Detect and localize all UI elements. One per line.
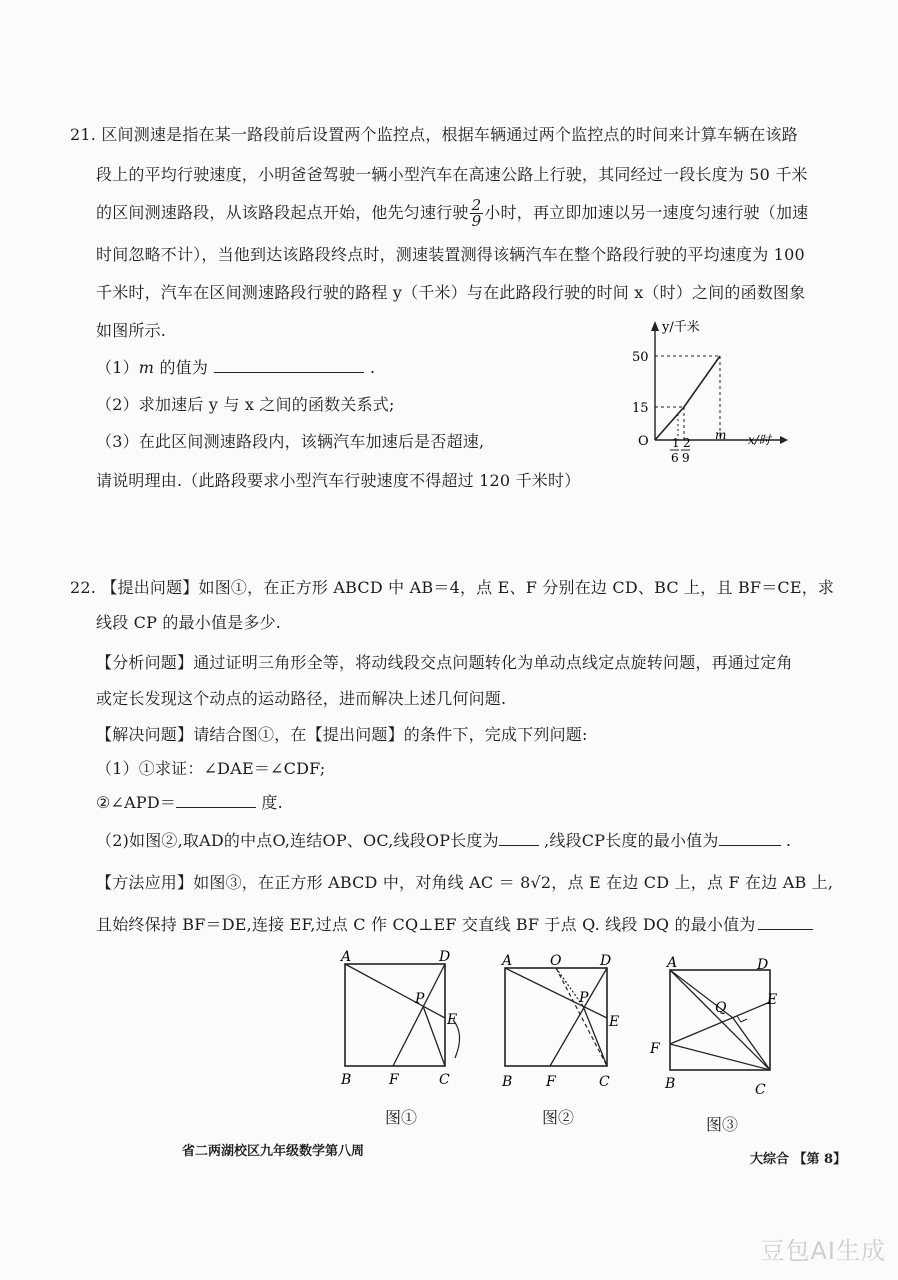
label-c: C [755, 1082, 766, 1098]
q21-line-1: 21. 区间测速是指在某一路段前后设置两个监控点，根据车辆通过两个监控点的时间来计算车辆在该路 [70, 125, 798, 144]
right-angle-mark [737, 1016, 747, 1022]
segment-df [550, 968, 607, 1066]
label-e: E [609, 1014, 620, 1030]
q22-method-2 [96, 912, 813, 935]
answer-blank-m[interactable] [214, 358, 364, 373]
q21-part-3: （3）在此区间测速路段内，该辆汽车加速后是否超速, [96, 432, 485, 451]
label-a: A [502, 953, 513, 969]
label-a: A [341, 949, 352, 965]
x-axis-label: x/时 [748, 433, 771, 447]
answer-blank-op[interactable] [499, 831, 539, 846]
q21-line-5: 千米时，汽车在区间测速路段行驶的路程 y（千米）与在此路段行驶的时间 x（时）之间的函数图象 [96, 283, 806, 302]
q22-analysis-1: 【分析问题】通过证明三角形全等，将动线段交点问题转化为单动点线定点旋转问题，再通过定角 [96, 653, 793, 672]
q22-part-1-1: （1）①求证：∠DAE＝∠CDF; [96, 759, 326, 778]
q22-part-1-2-unit: 度. [256, 793, 283, 812]
dashed-oc [556, 968, 607, 1066]
label-e: E [447, 1012, 458, 1028]
q21-line-3-text-b: 小时，再立即加速以另一速度匀速行驶（加速 [484, 203, 809, 222]
footer-right: 大综合 【第 8】 [750, 1152, 847, 1167]
q22-method-1: 【方法应用】如图③，在正方形 ABCD 中，对角线 AC ＝ 8√2，点 E 在边 CD 上，点 F 在边 AB 上, [96, 873, 834, 892]
q21-line-3-text: 的区间测速路段，从该路段起点开始，他先匀速行驶 [96, 203, 469, 222]
label-b: B [341, 1072, 352, 1088]
segment-ae [505, 968, 607, 1018]
q22-part-2 [96, 828, 791, 851]
q21-line-3 [96, 198, 808, 229]
label-d: D [600, 953, 612, 969]
label-p: P [415, 991, 425, 1007]
q22-method-2-text: 且始终保持 BF＝DE,连接 EF,过点 C 作 CQ⊥EF 交直线 BF 于点 Q. 线段 DQ 的最小值为 [96, 915, 756, 934]
segment-df [393, 964, 445, 1066]
variable-m: m [138, 358, 155, 377]
figure-2-caption: 图② [542, 1108, 575, 1127]
label-p: P [579, 990, 589, 1006]
q22-solve-heading: 【解决问题】请结合图①，在【提出问题】的条件下，完成下列问题: [96, 725, 588, 744]
q21-line-4: 时间忽略不计），当他到达该路段终点时，测速装置测得该辆汽车在整个路段行驶的平均速度为 100 [96, 245, 805, 264]
answer-blank-cp[interactable] [719, 831, 781, 846]
function-graph [620, 315, 800, 475]
label-o: O [550, 953, 562, 969]
fraction-denominator: 9 [471, 212, 482, 230]
figure-3 [645, 948, 795, 1098]
figure-3-caption: 图③ [706, 1115, 739, 1134]
x-tick-2-9-num: 2 [683, 436, 691, 450]
q22-line-1: 22. 【提出问题】如图①，在正方形 ABCD 中 AB＝4，点 E、F 分别在边 CD、BC 上，且 BF＝CE，求 [70, 578, 835, 597]
label-f: F [389, 1072, 399, 1088]
label-b: B [502, 1074, 513, 1090]
diagonal-ac [670, 970, 770, 1070]
label-d: D [757, 957, 769, 973]
x-tick-2-9-den: 9 [682, 451, 690, 465]
segment-ae [345, 964, 445, 1018]
answer-blank-dq[interactable] [758, 915, 813, 930]
x-tick-m: m [715, 428, 727, 442]
function-line [655, 356, 720, 440]
x-tick-1-6-den: 6 [671, 451, 679, 465]
figure-2 [495, 948, 630, 1093]
q21-line-6: 如图所示. [96, 321, 167, 340]
origin-label: O [638, 434, 649, 449]
label-c: C [439, 1072, 450, 1088]
figure-1 [335, 948, 485, 1093]
q21-part-1 [96, 355, 375, 378]
label-a: A [667, 955, 678, 971]
fraction-numerator: 2 [471, 196, 482, 214]
q22-part-2-end: . [780, 831, 792, 850]
q21-part-1-text: 的值为 [154, 358, 209, 377]
label-b: B [665, 1076, 676, 1092]
q22-part-1-2 [96, 790, 283, 813]
q21-part-1-end: . [370, 358, 376, 377]
x-axis-arrow [780, 436, 788, 444]
answer-blank-angle[interactable] [176, 793, 256, 808]
y-axis-label: y/千米 [662, 320, 700, 335]
x-tick-1-6-num: 1 [672, 436, 680, 450]
q22-part-2-text-b: ,线段CP长度的最小值为 [538, 831, 719, 850]
q22-part-2-text-a: （2)如图②,取AD的中点O,连结OP、OC,线段OP长度为 [96, 831, 499, 850]
q21-part-1-number: （1） [96, 358, 139, 377]
square-abcd [505, 968, 607, 1066]
label-c: C [599, 1074, 610, 1090]
figure-1-caption: 图① [385, 1108, 418, 1127]
q21-line-2: 段上的平均行驶速度，小明爸爸驾驶一辆小型汽车在高速公路上行驶，其同经过一段长度为 50 千米 [96, 165, 808, 184]
label-f: F [650, 1041, 660, 1057]
segment-pc [583, 1006, 607, 1066]
q22-part-1-2-text: ②∠APD＝ [96, 793, 177, 812]
label-q: Q [715, 1000, 727, 1016]
y-tick-50: 50 [632, 350, 649, 365]
segment-pc [423, 1006, 445, 1066]
y-tick-15: 15 [632, 401, 649, 416]
watermark: 豆包AI生成 [760, 1237, 886, 1265]
q22-analysis-2: 或定长发现这个动点的运动路径，进而解决上述几何问题. [96, 689, 507, 708]
fraction-2-9 [470, 198, 484, 229]
q21-part-3-note: 请说明理由.（此路段要求小型汽车行驶速度不得超过 120 千米时） [96, 471, 581, 490]
q22-line-2: 线段 CP 的最小值是多少. [96, 613, 282, 632]
footer-left: 省二两湖校区九年级数学第八周 [182, 1144, 365, 1159]
label-f: F [546, 1074, 556, 1090]
square-abcd [345, 964, 445, 1066]
y-axis-arrow [651, 321, 659, 331]
label-d: D [439, 949, 451, 965]
label-e: E [767, 992, 778, 1008]
q21-part-2: （2）求加速后 y 与 x 之间的函数关系式; [96, 395, 395, 414]
